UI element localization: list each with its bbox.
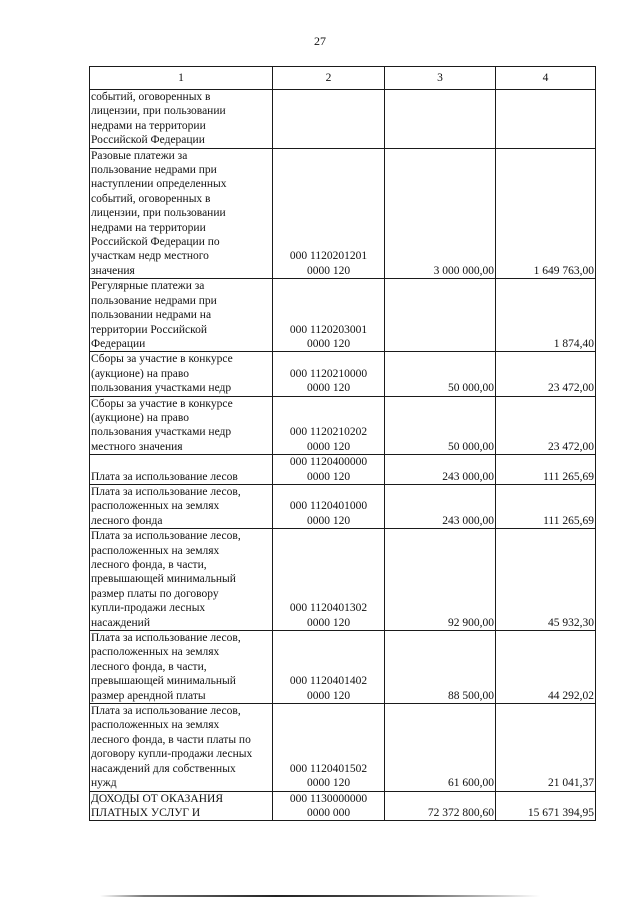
row-fact: 23 472,00: [496, 396, 596, 455]
row-fact: [496, 90, 596, 149]
row-plan: 50 000,00: [385, 352, 496, 396]
table-row: [90, 396, 596, 455]
row-name: Плата за использование лесов: [90, 455, 273, 485]
row-fact: 15 671 394,95: [496, 791, 596, 821]
column-header-4: 4: [496, 67, 596, 90]
row-plan: 72 372 800,60: [385, 791, 496, 821]
table-row: [90, 279, 596, 352]
table-row: [90, 455, 596, 485]
table-row: [90, 484, 596, 528]
row-code: 000 1120401000 0000 120: [273, 484, 385, 528]
row-fact: 111 265,69: [496, 455, 596, 485]
row-plan: 61 600,00: [385, 704, 496, 791]
row-plan: [385, 90, 496, 149]
row-name: Разовые платежи за пользование недрами при наступлении определенных событий, оговоренных в лицензии, при пользовании недрами на территории Российской Федерации по участкам недр местного значения: [90, 148, 273, 279]
table-row: [90, 352, 596, 396]
row-code: 000 1120400000 0000 120: [273, 455, 385, 485]
page-number: 27: [314, 34, 326, 48]
row-name: Регулярные платежи за пользование недрами при пользовании недрами на территории Российской Федерации: [90, 279, 273, 352]
header-row: [90, 67, 596, 90]
row-plan: 50 000,00: [385, 396, 496, 455]
table-row: [90, 529, 596, 631]
row-code: 000 1130000000 0000 000: [273, 791, 385, 821]
row-code: 000 1120203001 0000 120: [273, 279, 385, 352]
row-name: Плата за использование лесов, расположенных на землях лесного фонда, в части, превышающей минимальный размер платы по договору купли-продажи лесных насаждений: [90, 529, 273, 631]
row-name: событий, оговоренных в лицензии, при пользовании недрами на территории Российской Федерации: [90, 90, 273, 149]
table-row: [90, 631, 596, 704]
row-name: Плата за использование лесов, расположенных на землях лесного фонда, в части платы по договору купли-продажи лесных насаждений для собственных нужд: [90, 704, 273, 791]
row-fact: 45 932,30: [496, 529, 596, 631]
budget-table: [89, 66, 596, 821]
row-name: Сборы за участие в конкурсе (аукционе) на право пользования участками недр местного значения: [90, 396, 273, 455]
row-plan: [385, 279, 496, 352]
column-header-1: 1: [90, 67, 273, 90]
row-fact: 44 292,02: [496, 631, 596, 704]
row-plan: 243 000,00: [385, 455, 496, 485]
row-fact: 1 874,40: [496, 279, 596, 352]
column-header-3: 3: [385, 67, 496, 90]
row-fact: 111 265,69: [496, 484, 596, 528]
row-code: 000 1120210000 0000 120: [273, 352, 385, 396]
row-code: 000 1120201201 0000 120: [273, 148, 385, 279]
row-name: ДОХОДЫ ОТ ОКАЗАНИЯ ПЛАТНЫХ УСЛУГ И: [90, 791, 273, 821]
row-name: Плата за использование лесов, расположенных на землях лесного фонда: [90, 484, 273, 528]
row-fact: 21 041,37: [496, 704, 596, 791]
row-plan: 243 000,00: [385, 484, 496, 528]
row-name: Плата за использование лесов, расположенных на землях лесного фонда, в части, превышающей минимальный размер арендной платы: [90, 631, 273, 704]
table-row: [90, 148, 596, 279]
table-row: [90, 90, 596, 149]
row-code: 000 1120401302 0000 120: [273, 529, 385, 631]
row-name: Сборы за участие в конкурсе (аукционе) на право пользования участками недр: [90, 352, 273, 396]
row-fact: 1 649 763,00: [496, 148, 596, 279]
column-header-2: 2: [273, 67, 385, 90]
scan-edge-line: [100, 895, 540, 897]
table-row: [90, 791, 596, 821]
row-code: 000 1120401502 0000 120: [273, 704, 385, 791]
row-plan: 3 000 000,00: [385, 148, 496, 279]
table-row: [90, 704, 596, 791]
row-plan: 88 500,00: [385, 631, 496, 704]
row-plan: 92 900,00: [385, 529, 496, 631]
row-fact: 23 472,00: [496, 352, 596, 396]
row-code: [273, 90, 385, 149]
row-code: 000 1120401402 0000 120: [273, 631, 385, 704]
row-code: 000 1120210202 0000 120: [273, 396, 385, 455]
